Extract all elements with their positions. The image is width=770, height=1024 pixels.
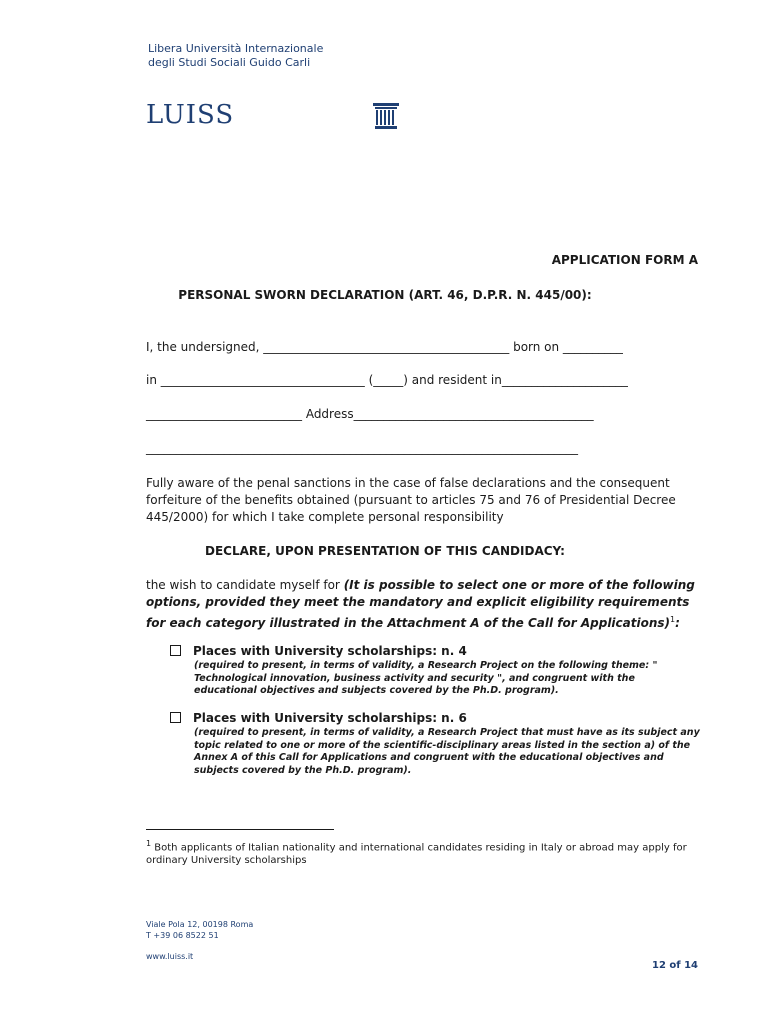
address-line-2: T +39 06 8522 51 xyxy=(146,931,219,940)
option-checkbox[interactable] xyxy=(170,645,181,656)
footer-website[interactable]: www.luiss.it xyxy=(146,952,194,961)
address-line[interactable]: __________________________ Address________________________________________ xyxy=(146,407,594,421)
footnote-ref: 1 xyxy=(670,615,676,624)
declaration-title: PERSONAL SWORN DECLARATION (ART. 46, D.P.R. N. 445/00): xyxy=(178,288,592,302)
option-title: Places with University scholarships: n. 4 xyxy=(193,644,467,658)
address-line-1: Viale Pola 12, 00198 Roma xyxy=(146,920,254,929)
undersigned-line[interactable]: I, the undersigned, _________________________________________ born on __________ xyxy=(146,340,623,354)
footnote-text: Both applicants of Italian nationality and international candidates residing in Italy or abroad may apply for ordinary University scholarships xyxy=(146,842,687,867)
option-item xyxy=(170,711,700,777)
wish-prefix: the wish to candidate myself for xyxy=(146,578,344,592)
option-item xyxy=(170,644,700,698)
awareness-paragraph: Fully aware of the penal sanctions in the case of false declarations and the consequent forfeiture of the benefits obtained (pursuant to articles 75 and 76 of Presidential Decree 445/2000) for which I take complete personal responsibility xyxy=(146,476,676,524)
address-continuation-line[interactable]: ________________________________________________________________________ xyxy=(146,441,578,455)
institution-line-2: degli Studi Sociali Guido Carli xyxy=(148,56,311,69)
institution-line-1: Libera Università Internazionale xyxy=(148,42,324,55)
footer-address xyxy=(146,919,253,941)
wish-suffix: : xyxy=(675,616,680,630)
wish-paragraph xyxy=(146,577,702,632)
luiss-logo: LUISS xyxy=(146,100,235,130)
option-title: Places with University scholarships: n. 6 xyxy=(193,711,467,725)
footnote-mark: 1 xyxy=(146,839,152,848)
column-icon xyxy=(372,102,400,130)
option-checkbox[interactable] xyxy=(170,712,181,723)
institution-name xyxy=(148,42,323,70)
wish-bold-text: (It is possible to select one or more of the following options, provided they meet the mandatory and explicit eligibility requirements for each category illustrated in the Attachment A of the Call for Applications) xyxy=(146,578,695,630)
footnote-divider xyxy=(146,829,334,830)
declare-heading: DECLARE, UPON PRESENTATION OF THIS CANDIDACY: xyxy=(205,544,565,558)
option-note: (required to present, in terms of validity, a Research Project on the following theme: " Technological innovation, business activity and security ", and congruent with the educational objectives and subjects covered by the Ph.D. program). xyxy=(194,660,658,696)
page-number: 12 of 14 xyxy=(651,960,698,971)
form-title: APPLICATION FORM A xyxy=(551,253,698,267)
birthplace-line[interactable]: in __________________________________ (_____) and resident in_____________________ xyxy=(146,373,628,387)
footnote xyxy=(146,837,696,867)
option-note: (required to present, in terms of validity, a Research Project that must have as its subject any topic related to one or more of the scientific-disciplinary areas listed in the section a) of the Annex A of this Call for Applications and congruent with the educational objectives and subjects covered by the Ph.D. program). xyxy=(194,727,700,776)
